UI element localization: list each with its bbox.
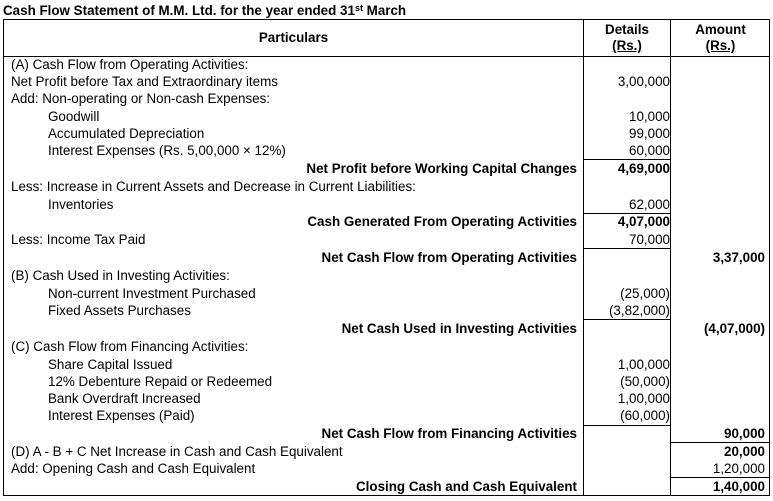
particular: (A) Cash Flow from Operating Activities:	[11, 57, 249, 72]
statement-title	[3, 3, 406, 18]
particular: (B) Cash Used in Investing Activities:	[11, 268, 230, 283]
particular: Bank Overdraft Increased	[48, 391, 201, 406]
table-row	[4, 302, 769, 319]
details-value: 99,000	[629, 126, 670, 141]
table-row	[4, 390, 769, 407]
amount-value: 1,20,000	[712, 461, 765, 476]
details-value: 70,000	[629, 232, 670, 247]
table-row	[4, 478, 769, 495]
table-row	[4, 443, 769, 460]
table-row	[4, 160, 769, 177]
subtotal-label: Net Profit before Working Capital Changes	[306, 161, 577, 176]
particular: 12% Debenture Repaid or Redeemed	[48, 374, 273, 389]
cash-flow-table	[3, 19, 770, 496]
details-value: 3,00,000	[617, 74, 670, 89]
details-value: 4,69,000	[617, 161, 670, 176]
particular: Fixed Assets Purchases	[48, 303, 191, 318]
details-value: (60,000)	[620, 408, 670, 423]
particular: Net Profit before Tax and Extraordinary items	[11, 74, 278, 89]
table-row	[4, 90, 769, 107]
table-row	[4, 356, 769, 373]
header-amount	[671, 20, 770, 56]
table-row	[4, 56, 769, 73]
subtotal-label: Net Cash Flow from Financing Activities	[321, 426, 577, 441]
particular: (C) Cash Flow from Financing Activities:	[11, 339, 249, 354]
amount-value: (4,07,000)	[703, 321, 765, 336]
details-value: 62,000	[629, 197, 670, 212]
particular: Share Capital Issued	[48, 357, 173, 372]
total-label: Closing Cash and Cash Equivalent	[356, 479, 577, 494]
table-row	[4, 196, 769, 213]
amount-value: 90,000	[724, 426, 765, 441]
particular: Less: Income Tax Paid	[11, 232, 146, 247]
table-row	[4, 213, 769, 230]
amount-value: 20,000	[724, 444, 765, 459]
amount-value: 3,37,000	[712, 250, 765, 265]
table-row	[4, 285, 769, 302]
amount-value: 1,40,000	[712, 479, 765, 494]
particular: Interest Expenses (Rs. 5,00,000 × 12%)	[48, 143, 286, 158]
table-row	[4, 73, 769, 90]
title-tail: March	[362, 3, 407, 18]
details-value: 10,000	[629, 109, 670, 124]
table-row	[4, 320, 769, 337]
table-row	[4, 125, 769, 142]
particular: (D) A - B + C Net Increase in Cash and Cash Equivalent	[11, 444, 343, 459]
details-value: 60,000	[629, 143, 670, 158]
subtotal-label: Net Cash Used in Investing Activities	[341, 321, 577, 336]
table-row	[4, 425, 769, 442]
title-superscript: st	[354, 3, 363, 13]
particular: Goodwill	[48, 109, 100, 124]
subtotal-label: Net Cash Flow from Operating Activities	[321, 250, 577, 265]
table-row	[4, 108, 769, 125]
table-row	[4, 460, 769, 477]
header-details	[584, 20, 670, 56]
table-row	[4, 373, 769, 390]
table-row	[4, 267, 769, 284]
header-details-unit: (Rs.)	[612, 38, 642, 53]
particular: Non-current Investment Purchased	[48, 286, 256, 301]
header-amount-unit: (Rs.)	[705, 38, 736, 53]
table-row	[4, 407, 769, 424]
particular: Inventories	[48, 197, 114, 212]
header-details-label: Details	[605, 22, 649, 37]
header-particulars: Particulars	[258, 30, 329, 45]
details-value: (3,82,000)	[608, 303, 670, 318]
title-text: Cash Flow Statement of M.M. Ltd. for the year ended 31	[3, 3, 355, 18]
particular: Interest Expenses (Paid)	[48, 408, 195, 423]
table-header	[4, 20, 769, 57]
table-row	[4, 249, 769, 266]
subtotal-label: Cash Generated From Operating Activities	[307, 214, 577, 229]
particular: Less: Increase in Current Assets and Decrease in Current Liabilities:	[11, 179, 416, 194]
header-amount-label: Amount	[695, 22, 746, 37]
particular: Add: Non-operating or Non-cash Expenses:	[11, 91, 271, 106]
table-row	[4, 178, 769, 195]
particular: Accumulated Depreciation	[48, 126, 205, 141]
table-row	[4, 142, 769, 159]
particular: Add: Opening Cash and Cash Equivalent	[11, 461, 256, 476]
table-row	[4, 231, 769, 248]
table-row	[4, 338, 769, 355]
details-value: 1,00,000	[617, 357, 670, 372]
details-value: 1,00,000	[617, 391, 670, 406]
details-value: (50,000)	[620, 374, 670, 389]
details-value: (25,000)	[620, 286, 670, 301]
details-value: 4,07,000	[617, 214, 670, 229]
